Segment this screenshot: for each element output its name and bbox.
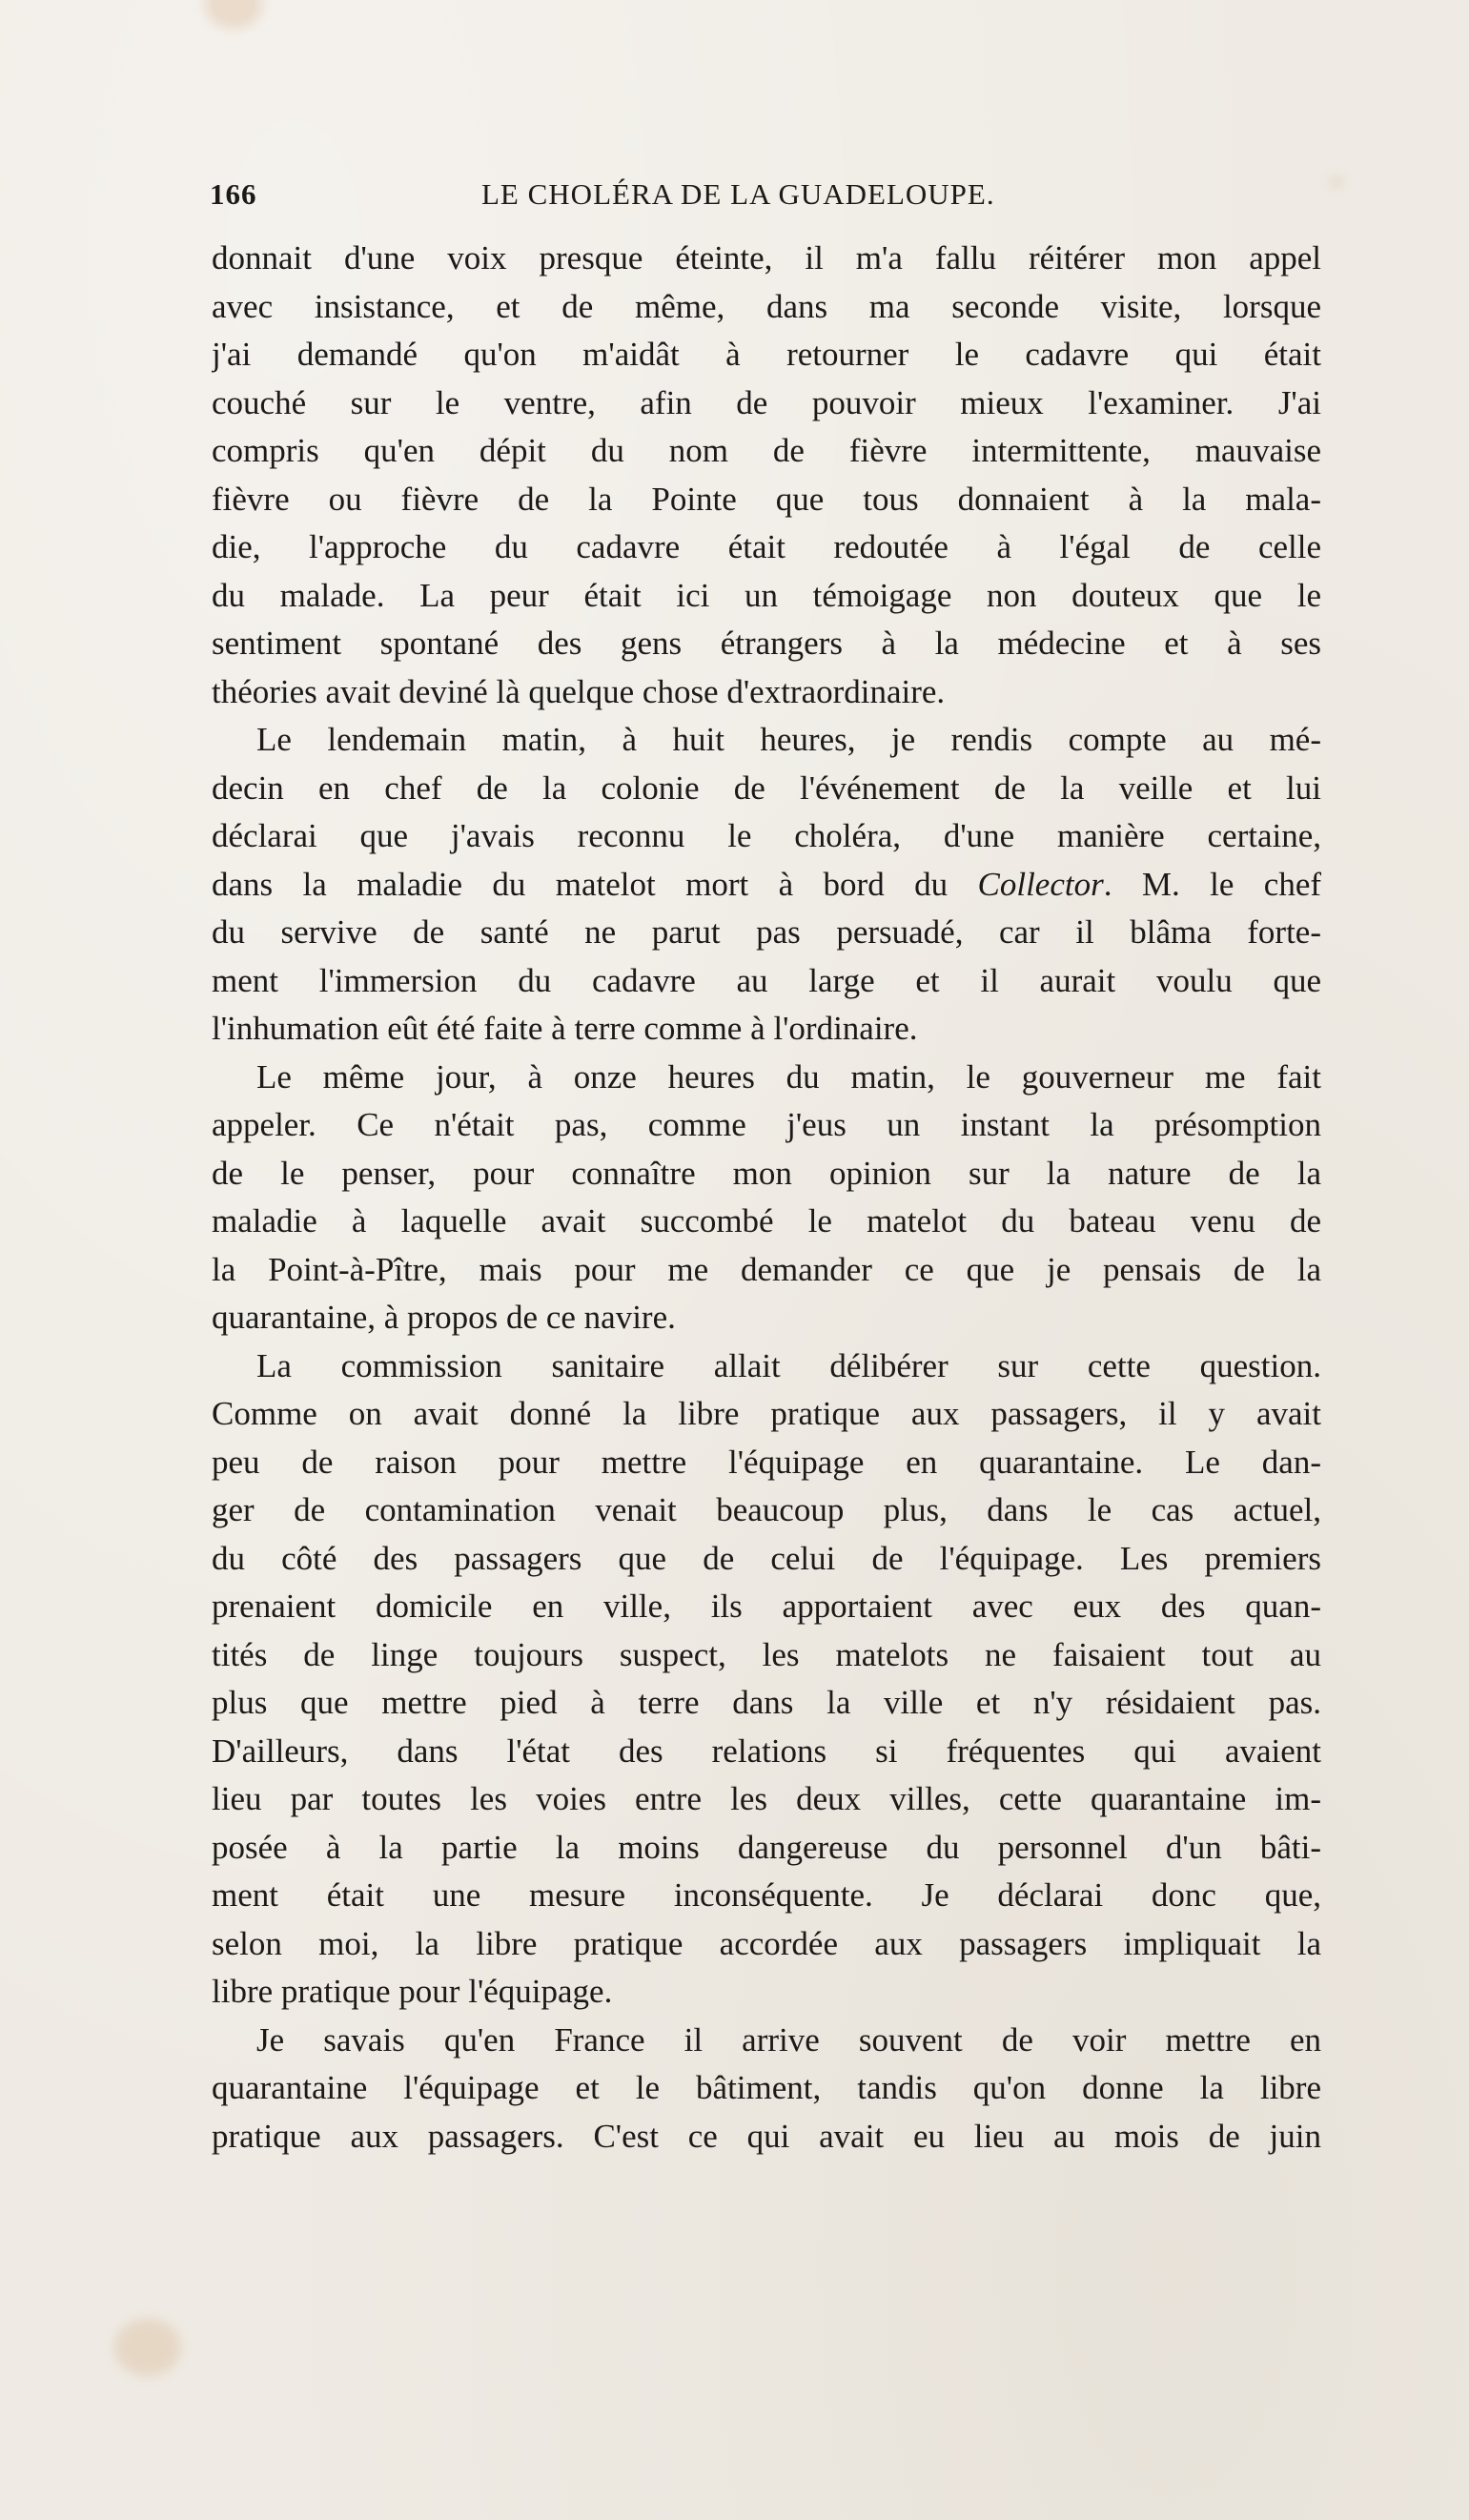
text-line: de le penser, pour connaître mon opinion sur la nature de la bbox=[212, 1154, 1321, 1192]
foxing-stain bbox=[205, 0, 262, 29]
text-line: posée à la partie la moins dangereuse du personnel d'un bâti- bbox=[212, 1828, 1321, 1866]
text-line bbox=[212, 861, 1321, 910]
text-line: tités de linge toujours suspect, les matelots ne faisaient tout au bbox=[212, 1635, 1321, 1673]
text-line: pratique aux passagers. C'est ce qui avait eu lieu au mois de juin bbox=[212, 2117, 1321, 2155]
text-line: ment était une mesure inconséquente. Je déclarai donc que, bbox=[212, 1876, 1321, 1914]
text-line: avec insistance, et de même, dans ma seconde visite, lorsque bbox=[212, 287, 1321, 325]
page-number: 166 bbox=[210, 177, 257, 211]
running-title: LE CHOLÉRA DE LA GUADELOUPE. bbox=[481, 177, 995, 211]
text-line: l'inhumation eût été faite à terre comme à l'ordinaire. bbox=[212, 1010, 918, 1047]
text-line: maladie à laquelle avait succombé le matelot du bateau venu de bbox=[212, 1202, 1321, 1240]
text-line: D'ailleurs, dans l'état des relations si fréquentes qui avaient bbox=[212, 1731, 1321, 1770]
text-line: sentiment spontané des gens étrangers à la médecine et à ses bbox=[212, 625, 1321, 662]
text-line: ger de contamination venait beaucoup plus, dans le cas actuel, bbox=[212, 1491, 1321, 1528]
running-header bbox=[210, 177, 1325, 219]
text-line: die, l'approche du cadavre était redoutée à l'égal de celle bbox=[212, 528, 1321, 565]
text-line: la Point-à-Pître, mais pour me demander ce que je pensais de la bbox=[212, 1250, 1321, 1288]
foxing-stain bbox=[1330, 176, 1343, 188]
text-line: libre pratique pour l'équipage. bbox=[212, 1973, 613, 2010]
text-line: déclarai que j'avais reconnu le choléra, d'une manière certaine, bbox=[212, 817, 1321, 854]
text-line: j'ai demandé qu'on m'aidât à retourner le cadavre qui était bbox=[212, 336, 1321, 373]
text-segment: . M. le chef bbox=[1103, 865, 1321, 903]
text-line: du côté des passagers que de celui de l'équipage. Les premiers bbox=[212, 1539, 1321, 1577]
text-line: selon moi, la libre pratique accordée aux passagers impliquait la bbox=[212, 1924, 1321, 1962]
body-text bbox=[212, 235, 1321, 2161]
text-line: ment l'immersion du cadavre au large et il aurait voulu que bbox=[212, 961, 1321, 999]
paragraph-start-line: Le lendemain matin, à huit heures, je rendis compte au mé- bbox=[256, 721, 1321, 758]
text-line: couché sur le ventre, afin de pouvoir mieux l'examiner. J'ai bbox=[212, 383, 1321, 421]
paragraph-start-line: Le même jour, à onze heures du matin, le gouverneur me fait bbox=[256, 1057, 1321, 1096]
text-line: compris qu'en dépit du nom de fièvre intermittente, mauvaise bbox=[212, 432, 1321, 469]
text-line: du servive de santé ne parut pas persuadé, car il blâma forte- bbox=[212, 913, 1321, 951]
text-segment: dans la maladie du matelot mort à bord du bbox=[212, 865, 949, 903]
text-line: plus que mettre pied à terre dans la ville et n'y résidaient pas. bbox=[212, 1684, 1321, 1721]
text-line: fièvre ou fièvre de la Pointe que tous donnaient à la mala- bbox=[212, 480, 1321, 518]
text-line: quarantaine, à propos de ce navire. bbox=[212, 1299, 676, 1336]
text-line: donnait d'une voix presque éteinte, il m'a fallu réitérer mon appel bbox=[212, 239, 1321, 277]
paragraph-start-line: La commission sanitaire allait délibérer sur cette question. bbox=[256, 1346, 1321, 1384]
text-line: prenaient domicile en ville, ils apportaient avec eux des quan- bbox=[212, 1588, 1321, 1625]
text-line: peu de raison pour mettre l'équipage en quarantaine. Le dan- bbox=[212, 1443, 1321, 1481]
text-line: appeler. Ce n'était pas, comme j'eus un instant la présomption bbox=[212, 1106, 1321, 1143]
text-line: decin en chef de la colonie de l'événement de la veille et lui bbox=[212, 768, 1321, 807]
foxing-stain bbox=[114, 2319, 181, 2376]
paragraph-start-line: Je savais qu'en France il arrive souvent de voir mettre en bbox=[256, 2020, 1321, 2059]
text-line: du malade. La peur était ici un témoigage non douteux que le bbox=[212, 576, 1321, 614]
text-line: lieu par toutes les voies entre les deux villes, cette quarantaine im- bbox=[212, 1780, 1321, 1817]
text-line: quarantaine l'équipage et le bâtiment, tandis qu'on donne la libre bbox=[212, 2069, 1321, 2106]
text-line: Comme on avait donné la libre pratique aux passagers, il y avait bbox=[212, 1395, 1321, 1432]
text-line: théories avait deviné là quelque chose d'extraordinaire. bbox=[212, 672, 946, 710]
ship-name: Collector bbox=[977, 865, 1104, 903]
